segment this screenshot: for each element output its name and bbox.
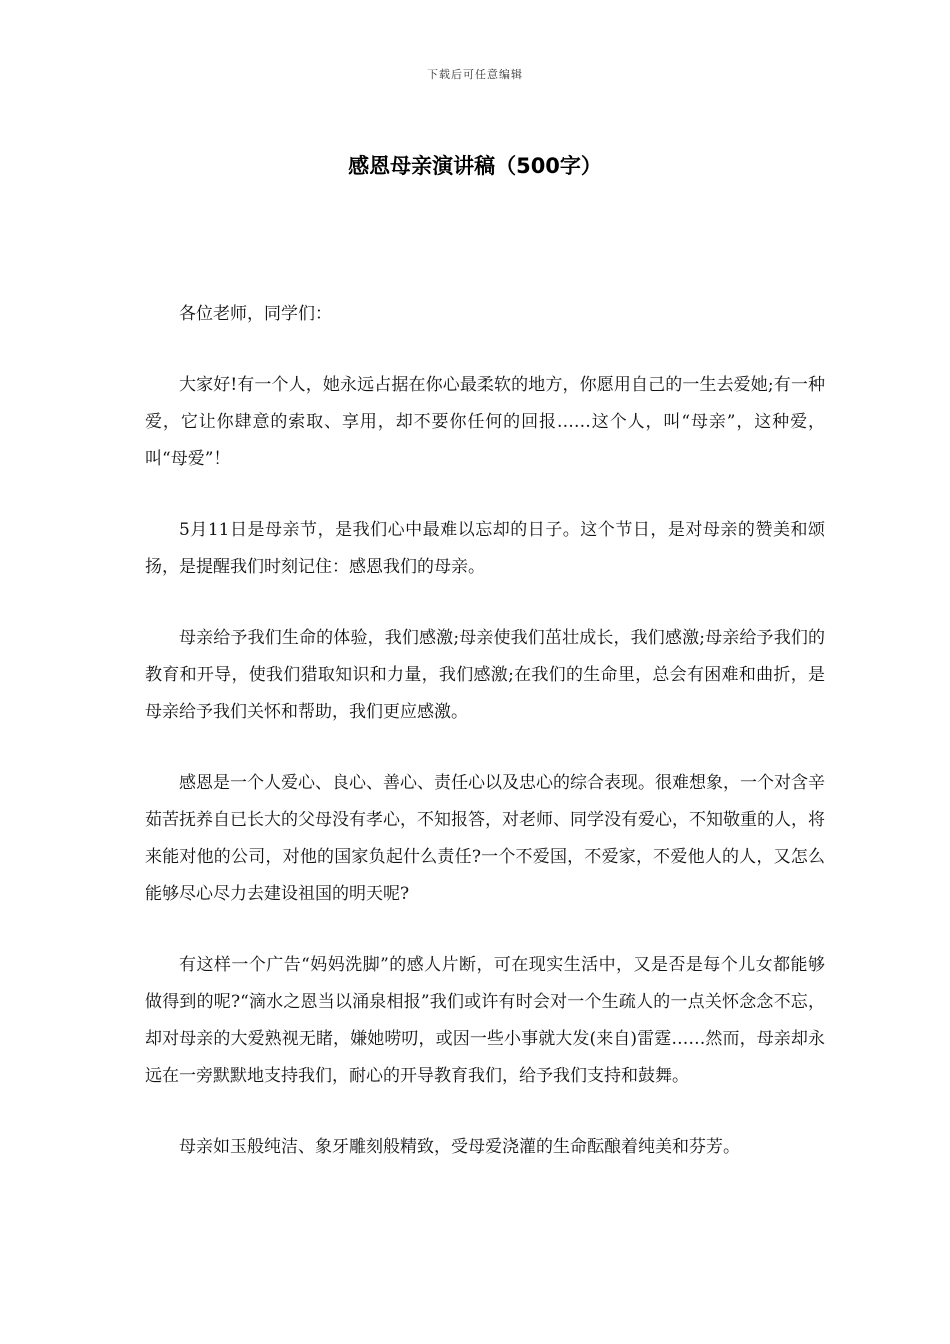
document-body xyxy=(145,296,825,1200)
paragraph: 有这样一个广告“妈妈洗脚”的感人片断，可在现实生活中，又是否是每个儿女都能够做得到的呢?“滴水之恩当以涌泉相报”我们或许有时会对一个生疏人的一点关怀念念不忘，却对母亲的大爱熟视无睹，嫌她唠叨，或因一些小事就大发(来自)雷霆……然而，母亲却永远在一旁默默地支持我们，耐心的开导教育我们，给予我们支持和鼓舞。 xyxy=(145,955,825,1086)
paragraph: 母亲给予我们生命的体验，我们感激;母亲使我们茁壮成长，我们感激;母亲给予我们的教育和开导，使我们猎取知识和力量，我们感激;在我们的生命里，总会有困难和曲折，是母亲给予我们关怀和帮助，我们更应感激。 xyxy=(145,628,825,722)
header-note: 下载后可任意编辑 xyxy=(427,68,523,81)
paragraph: 大家好!有一个人，她永远占据在你心最柔软的地方，你愿用自己的一生去爱她;有一种爱，它让你肆意的索取、享用，却不要你任何的回报……这个人，叫“母亲”，这种爱，叫“母爱”！ xyxy=(145,375,825,469)
document-title: 感恩母亲演讲稿（500字） xyxy=(348,154,602,178)
paragraph: 5月11日是母亲节，是我们心中最难以忘却的日子。这个节日，是对母亲的赞美和颂扬，是提醒我们时刻记住：感恩我们的母亲。 xyxy=(145,520,825,577)
paragraph: 母亲如玉般纯洁、象牙雕刻般精致，受母爱浇灌的生命酝酿着纯美和芬芳。 xyxy=(179,1137,740,1157)
paragraph: 感恩是一个人爱心、良心、善心、责任心以及忠心的综合表现。很难想象，一个对含辛茹苦抚养自已长大的父母没有孝心，不知报答，对老师、同学没有爱心，不知敬重的人，将来能对他的公司，对他的国家负起什么责任?一个不爱国，不爱家，不爱他人的人，又怎么能够尽心尽力去建设祖国的明天呢? xyxy=(145,773,825,904)
paragraph-greeting: 各位老师，同学们： xyxy=(179,304,332,324)
